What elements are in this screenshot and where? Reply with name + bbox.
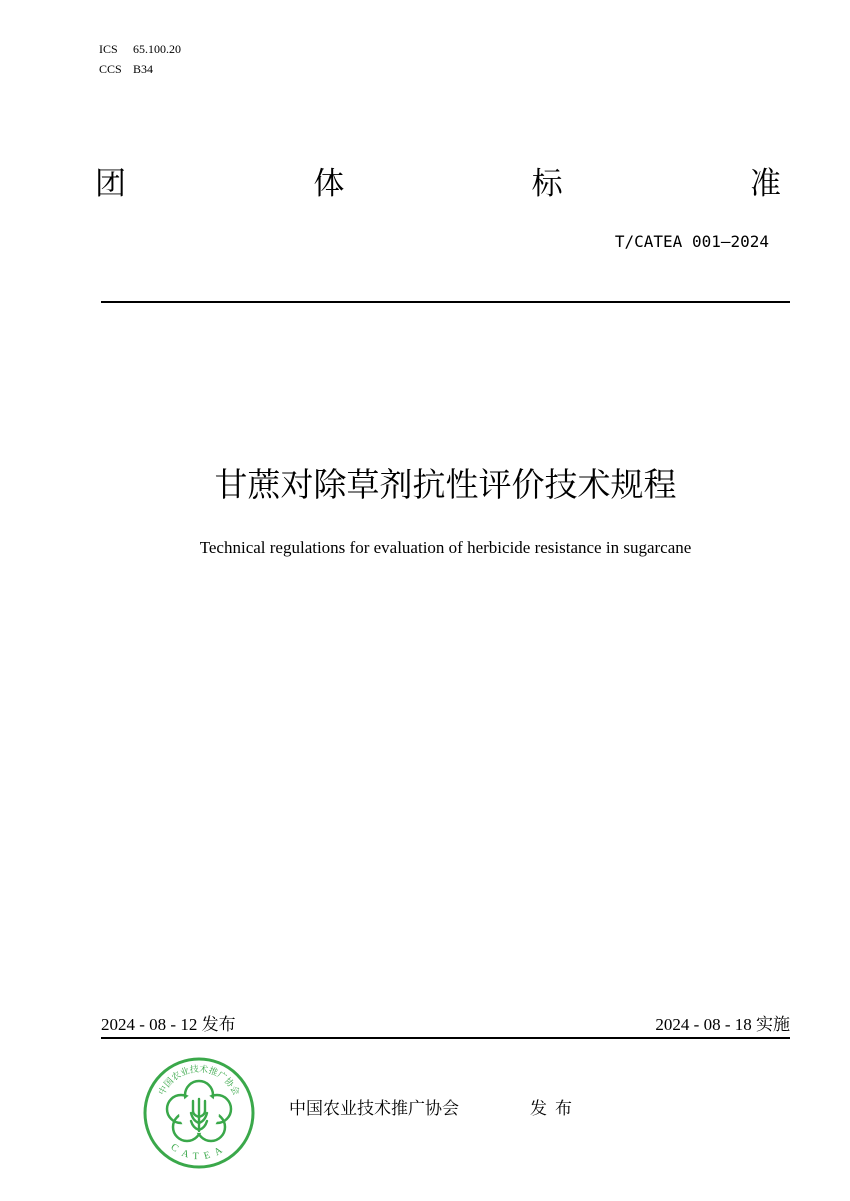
catea-logo <box>141 1055 257 1171</box>
implement-date-value: 2024 - 08 - 18 <box>655 1015 752 1034</box>
logo-ring-text: 中国农业技术推广协会 <box>157 1064 241 1098</box>
top-divider <box>101 301 790 303</box>
ics-label: ICS <box>99 42 118 56</box>
title-chinese: 甘蔗对除草剂抗性评价技术规程 <box>214 465 677 504</box>
heading-char: 标 <box>531 166 563 202</box>
bottom-divider <box>101 1037 790 1039</box>
standard-type-heading <box>95 162 781 206</box>
standard-number: T/CATEA 001—2024 <box>614 232 769 251</box>
implement-date <box>655 1014 790 1036</box>
publisher-name: 中国农业技术推广协会 <box>289 1099 459 1119</box>
heading-char: 体 <box>313 166 345 202</box>
heading-char: 团 <box>95 166 126 202</box>
publish-date-value: 2024 - 08 - 12 <box>101 1015 198 1034</box>
publish-date <box>101 1014 236 1036</box>
ccs-label: CCS <box>99 62 122 76</box>
implement-date-label: 实施 <box>756 1015 790 1035</box>
logo-wheat-icon <box>191 1099 207 1131</box>
logo-acronym: CATEA <box>168 1141 230 1163</box>
ics-value: 65.100.20 <box>133 42 181 56</box>
publisher-action: 发布 <box>530 1099 580 1119</box>
ccs-value: B34 <box>133 62 154 76</box>
ccs-line <box>99 60 153 78</box>
heading-char: 准 <box>749 166 781 202</box>
ics-line <box>99 40 181 58</box>
publish-date-label: 发布 <box>201 1015 236 1035</box>
title-english: Technical regulations for evaluation of herbicide resistance in sugarcane <box>199 538 692 557</box>
